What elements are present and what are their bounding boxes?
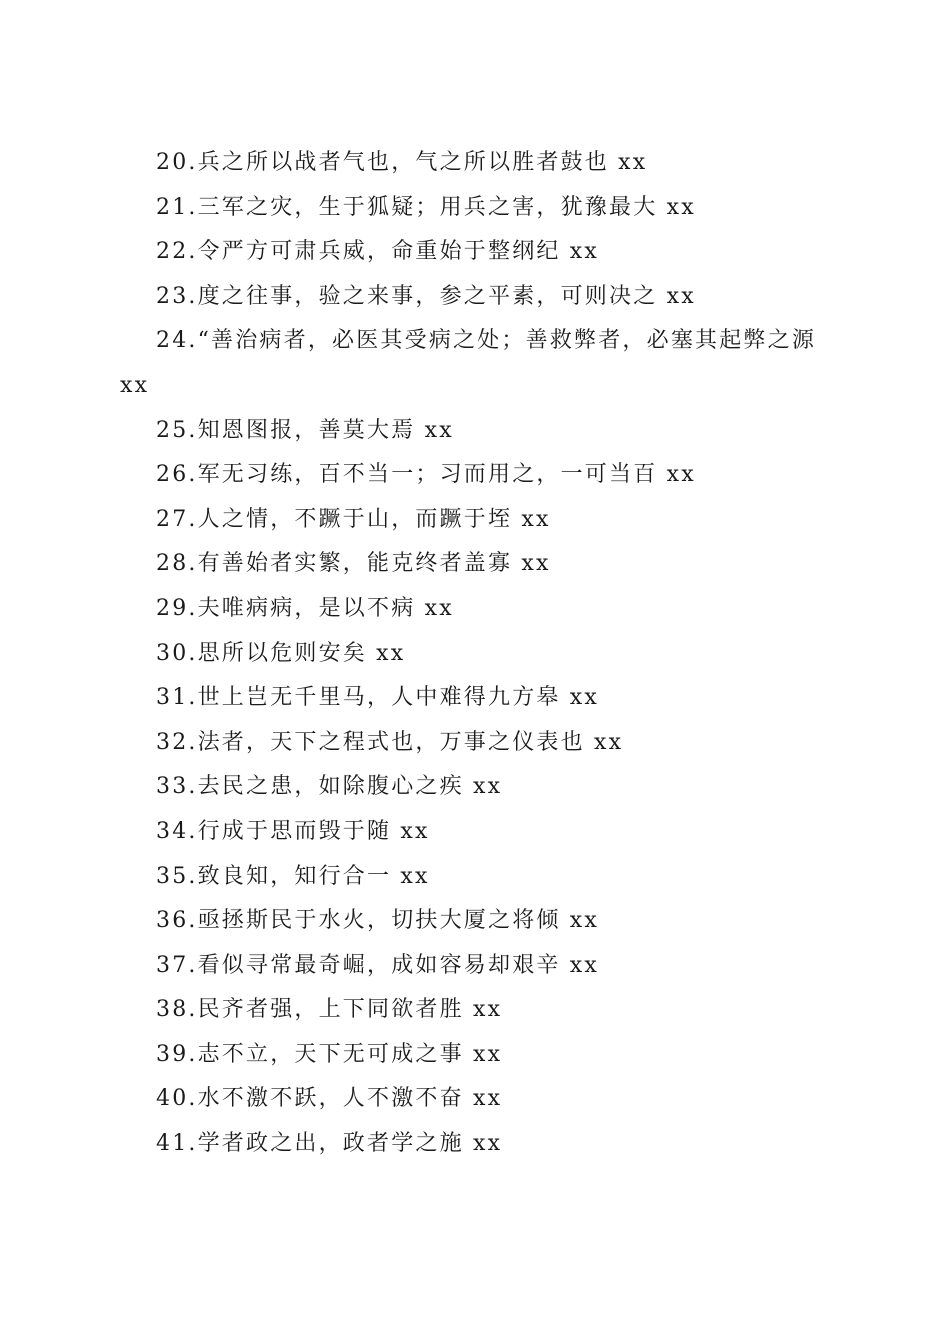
quote-item: 31.世上岂无千里马，人中难得九方皋 xx (156, 685, 599, 711)
quote-item: 21.三军之灾，生于狐疑；用兵之害，犹豫最大 xx (156, 194, 696, 220)
quote-item: 29.夫唯病病，是以不病 xx (156, 595, 454, 621)
quote-item: 27.人之情，不蹶于山，而蹶于垤 xx (156, 506, 551, 532)
quote-item: 34.行成于思而毁于随 xx (156, 818, 430, 844)
quote-item: 22.令严方可肃兵威，命重始于整纲纪 xx (156, 239, 599, 265)
quote-item: 41.学者政之出，政者学之施 xx (156, 1131, 503, 1157)
quote-item: 25.知恩图报，善莫大焉 xx (156, 417, 454, 443)
quote-item: 20.兵之所以战者气也，气之所以胜者鼓也 xx (156, 150, 648, 175)
quote-item: 23.度之往事，验之来事，参之平素，可则决之 xx (156, 283, 696, 309)
quote-item: 35.致良知，知行合一 xx (156, 863, 430, 889)
quote-item: 33.去民之患，如除腹心之疾 xx (156, 774, 503, 800)
quote-item: 30.思所以危则安矣 xx (156, 640, 406, 666)
quote-item: 38.民齐者强，上下同欲者胜 xx (156, 997, 503, 1023)
quote-item: 32.法者，天下之程式也，万事之仪表也 xx (156, 729, 624, 755)
quote-item: 40.水不激不跃，人不激不奋 xx (156, 1086, 503, 1112)
quote-item: 28.有善始者实繁，能克终者盖寡 xx (156, 551, 551, 577)
quote-item: 37.看似寻常最奇崛，成如容易却艰辛 xx (156, 952, 599, 978)
quote-item: 26.军无习练，百不当一；习而用之，一可当百 xx (156, 462, 696, 488)
quote-item: 36.亟拯斯民于水火，切扶大厦之将倾 xx (156, 908, 599, 934)
quote-item: 39.志不立，天下无可成之事 xx (156, 1041, 503, 1067)
quote-list (120, 141, 832, 1167)
quote-item: 24.“善治病者，必医其受病之处；善救弊者，必塞其起弊之源 xx (120, 328, 817, 398)
